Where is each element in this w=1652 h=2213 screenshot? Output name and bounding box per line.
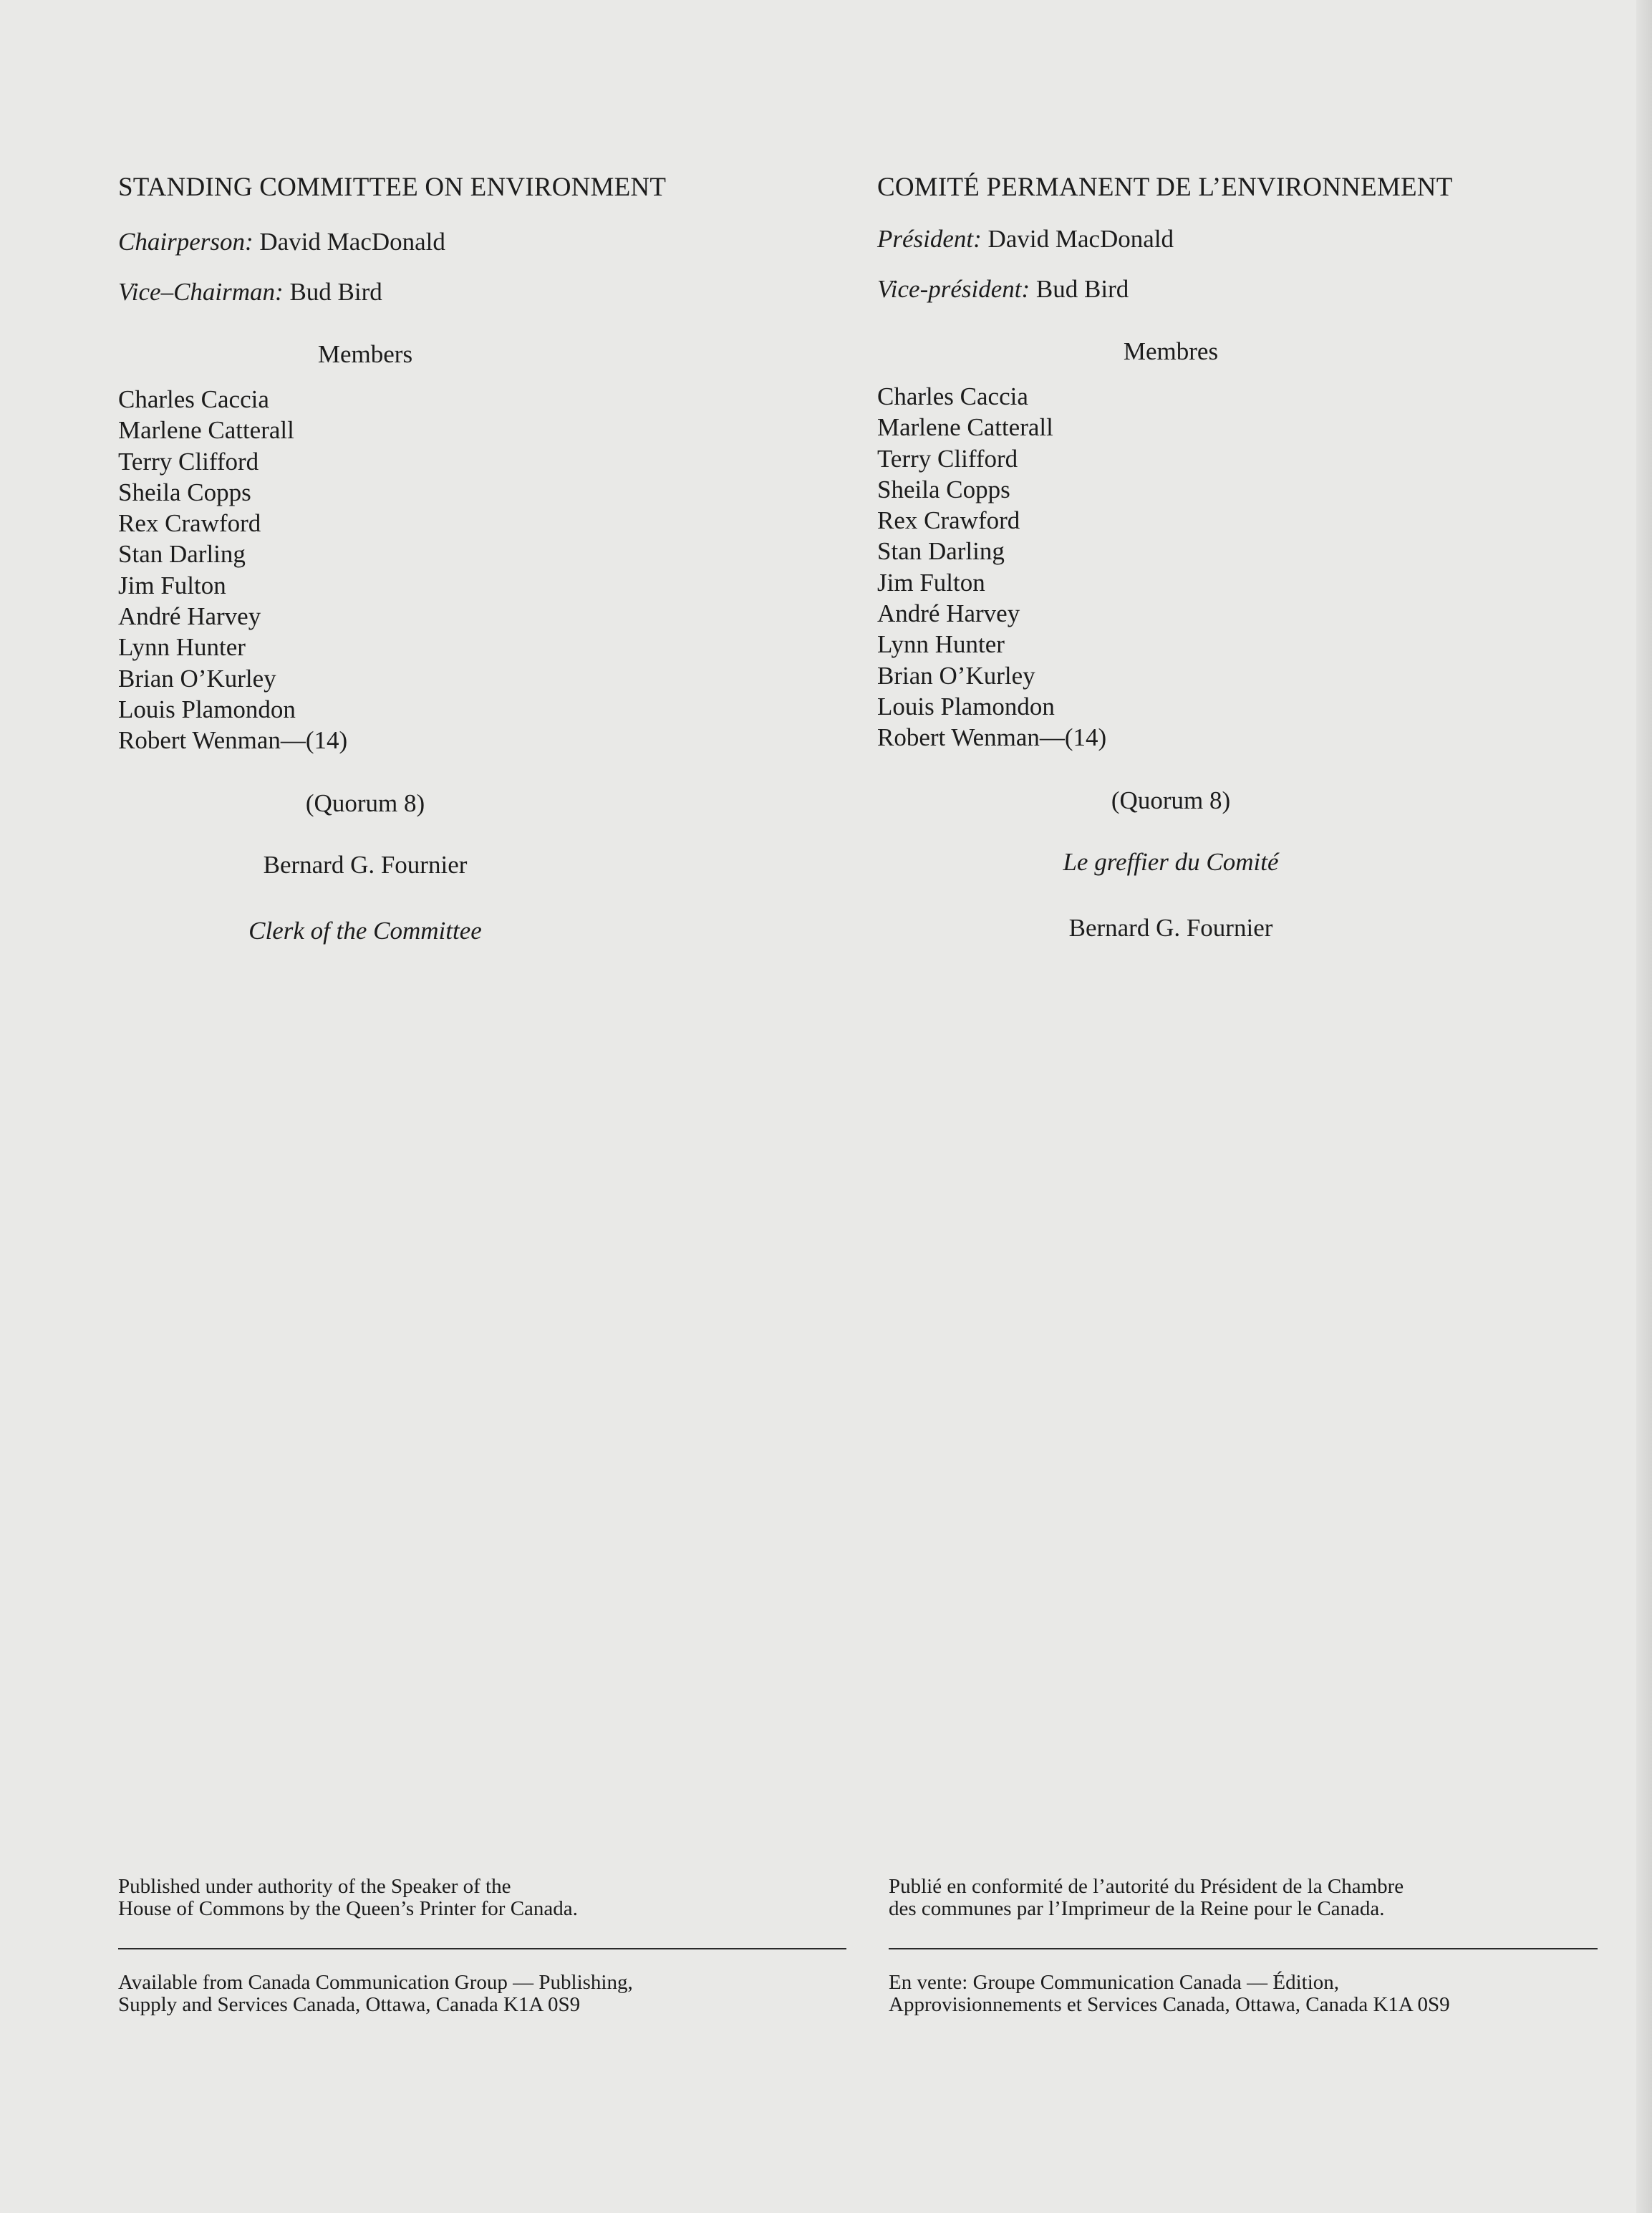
published-line-2-en: House of Commons by the Queen’s Printer for Canada.	[118, 1897, 578, 1920]
clerk-title-en: Clerk of the Committee	[248, 917, 482, 945]
members-title-fr: Membres	[1123, 337, 1219, 365]
member-name: André Harvey	[877, 599, 1020, 628]
member-name: Stan Darling	[877, 537, 1005, 566]
available-line-2-fr: Approvisionnements et Services Canada, Ottawa, Canada K1A 0S9	[889, 1993, 1450, 2016]
member-list-en	[118, 384, 347, 756]
committee-heading-fr: COMITÉ PERMANENT DE L’ENVIRONNEMENT	[877, 173, 1453, 202]
vice-chair-line-en	[118, 278, 382, 307]
published-line-2-fr: des communes par l’Imprimeur de la Reine pour le Canada.	[889, 1897, 1385, 1920]
member-name: Charles Caccia	[118, 385, 269, 413]
member-name: Lynn Hunter	[118, 633, 246, 662]
divider-en	[118, 1948, 846, 1949]
member-name: Terry Clifford	[877, 444, 1018, 473]
member-name: Terry Clifford	[118, 447, 259, 476]
member-name: Marlene Catterall	[118, 416, 294, 445]
page-edge	[1636, 0, 1652, 2213]
clerk-name-fr: Bernard G. Fournier	[1068, 914, 1273, 942]
vice-chair-line-fr	[877, 275, 1129, 304]
member-name: Robert Wenman—(14)	[877, 723, 1107, 752]
vice-chair-name-en: Bud Bird	[289, 278, 382, 306]
available-line-2-en: Supply and Services Canada, Ottawa, Canada K1A 0S9	[118, 1993, 581, 2016]
published-line-1-fr: Publié en conformité de l’autorité du Président de la Chambre	[889, 1875, 1404, 1898]
quorum-en: (Quorum 8)	[305, 789, 425, 817]
availability-notice-en	[118, 1972, 633, 2016]
published-line-1-en: Published under authority of the Speaker of the	[118, 1875, 511, 1898]
vice-chair-label-en: Vice–Chairman:	[118, 278, 284, 306]
member-name: Brian O’Kurley	[877, 661, 1035, 690]
member-name: Jim Fulton	[118, 571, 226, 599]
member-name: Louis Plamondon	[118, 695, 296, 723]
member-name: Jim Fulton	[877, 568, 985, 597]
member-name: Louis Plamondon	[877, 692, 1055, 720]
member-name: Charles Caccia	[877, 382, 1028, 410]
chairperson-name-fr: David MacDonald	[987, 225, 1174, 253]
member-name: André Harvey	[118, 602, 261, 631]
member-name: Sheila Copps	[877, 475, 1010, 503]
clerk-name-en: Bernard G. Fournier	[263, 851, 468, 879]
member-name: Rex Crawford	[118, 509, 261, 538]
member-name: Stan Darling	[118, 540, 246, 569]
published-notice-fr	[889, 1876, 1404, 1920]
divider-fr	[889, 1948, 1598, 1949]
chairperson-line-en	[118, 228, 445, 256]
member-name: Marlene Catterall	[877, 413, 1053, 442]
member-name: Sheila Copps	[118, 478, 251, 506]
chairperson-label-en: Chairperson:	[118, 228, 253, 256]
committee-heading-en: STANDING COMMITTEE ON ENVIRONMENT	[118, 173, 667, 202]
quorum-fr: (Quorum 8)	[1111, 786, 1231, 814]
member-name: Lynn Hunter	[877, 630, 1005, 659]
clerk-title-fr: Le greffier du Comité	[1063, 848, 1279, 876]
vice-chair-name-fr: Bud Bird	[1035, 275, 1129, 303]
chairperson-line-fr	[877, 225, 1174, 254]
member-name: Rex Crawford	[877, 506, 1020, 535]
member-list-fr	[877, 381, 1106, 753]
chairperson-name-en: David MacDonald	[259, 228, 445, 256]
member-name: Robert Wenman—(14)	[118, 726, 348, 755]
available-line-1-fr: En vente: Groupe Communication Canada — Édition,	[889, 1971, 1340, 1994]
chairperson-label-fr: Président:	[877, 225, 982, 253]
availability-notice-fr	[889, 1972, 1450, 2016]
available-line-1-en: Available from Canada Communication Group — Publishing,	[118, 1971, 633, 1994]
member-name: Brian O’Kurley	[118, 664, 276, 693]
members-title-en: Members	[317, 340, 413, 368]
vice-chair-label-fr: Vice-président:	[877, 275, 1030, 303]
published-notice-en	[118, 1876, 578, 1920]
